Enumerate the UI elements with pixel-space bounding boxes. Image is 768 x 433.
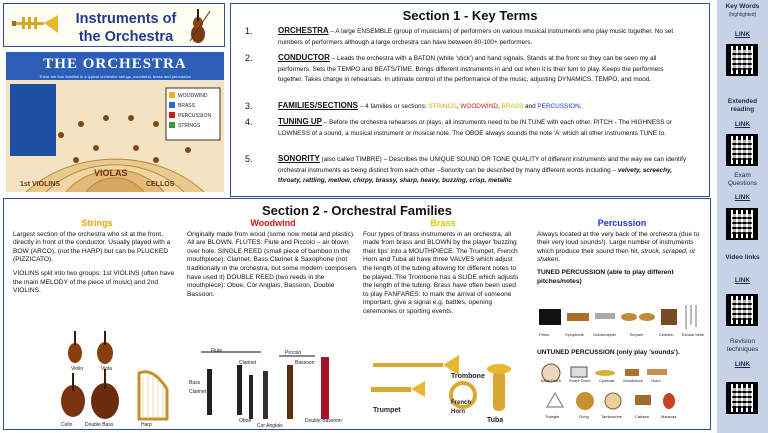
strings-instruments-illustration (53, 329, 183, 427)
poster-label-1st-violins: 1st VIOLINS (20, 181, 61, 188)
video-links-label: Video links (725, 254, 760, 261)
strings-violins-note: VIOLINS split into two groups: 1st VIOLINS (often have the main MELODY of the piece of music) and 2nd VIOLINS. (13, 269, 175, 295)
brass-column (363, 219, 523, 427)
revision-techniques-label: Revision techniques (726, 338, 759, 353)
revision-techniques-link[interactable]: LINK (734, 361, 751, 368)
page-title (66, 10, 186, 46)
percussion-column (537, 219, 707, 427)
orchestra-poster (6, 52, 224, 192)
label-bass-drum: Bass Drum (541, 378, 561, 383)
percussion-title: Percussion (597, 218, 647, 228)
title-box (3, 3, 225, 47)
label-piano: Piano (539, 332, 550, 337)
family-strings: STRINGS (428, 103, 457, 110)
term-number: 1. (245, 26, 253, 36)
untuned-percussion-illustration (537, 363, 707, 423)
qr-code-video-links[interactable] (726, 294, 758, 326)
label-bass-clarinet: Bass Clarinet (189, 380, 207, 395)
label-tuba: Tuba (487, 417, 504, 424)
label-xylophone: Xylophone (565, 332, 584, 337)
label-woodblock: Woodblock (623, 378, 643, 383)
percussion-description: Always located at the very back of the orchestra (due to their very loud sounds!). Large number of instruments which produce their sound then hit, struck, scraped, or shaken. (537, 230, 700, 264)
strings-description: Largest section of the orchestra who sit at the front, directly in front of the conductor. Usually played with a BOW (ARCO), (not the HARP) but can be PLUCKED (PIZZICATO). (13, 230, 171, 264)
section-1-key-terms: Section 1 - Key Terms 1. ORCHESTRA – A large ENSEMBLE (group of musicians) of performers on various musical instruments who play music together. No set numbers of performers although a large orchestra can have between 80-100+ performers. 2. CONDUCTOR – Leads the orchestra with a BATON (white 'stick') and hand signals. Stands at the front so they can be seen my all performers. Sets the TEMPO and BEATS/TIME. Brings different instruments in and out when it is their turn to play. Keeps the performers together. Takes charge in rehearsals. In ultimate control of the performance of the music, adjusting DYNAMICS, TEMPO, and mood. 3. FAMILIES/SECTIONS – 4 families or sections: STRINGS, WOODWIND, BRASS and PERCUSSION. 4. TUNING UP – Before the orchestra rehearses or plays, all instruments need to be IN TUNE with each other. PITCH - The HIGHNESS or LOWNESS of a sound, a musical instrument or musical note. The OBOE always sounds the note 'A' which all other instruments TUNE to. 5. SONORITY (also called TIMBRE) – Describes the UNIQUE SOUND OR TONE QUALITY of different instruments and the way we can identify orchestral instruments as being distinct from each other –Sonority can be described by many different words including – velvety, screechy, throaty, rattling, mellow, chirpy, brassy, sharp, heavy, buzzing, crisp, metallic (230, 3, 710, 197)
poster-title: THE ORCHESTRA (43, 56, 187, 72)
title-line-1: Instruments of (75, 11, 177, 27)
trumpet-icon (12, 12, 62, 36)
family-woodwind: WOODWIND (460, 103, 498, 110)
family-brass: BRASS (501, 103, 524, 110)
violin-icon (188, 7, 212, 45)
label-oboe: Oboe (239, 418, 252, 424)
label-maracas: Maracas (661, 414, 677, 419)
poster-label-cellos: CELLOS (146, 181, 175, 188)
video-links-link[interactable]: LINK (734, 277, 751, 284)
term-name: ORCHESTRA (278, 26, 329, 35)
term-definition: – Leads the orchestra with a BATON (white 'stick') and hand signals. Stands at the front so they can be seen my all performers. Sets the TEMPO and BEATS/TIME. Brings different instruments in and out when it is their turn to play. Keeps the performers together. Takes charge in rehearsals. In ultimate control of the performance of the music, adjusting DYNAMICS, TEMPO, and mood. (278, 55, 664, 83)
strings-title: Strings (81, 218, 113, 228)
qr-code-exam-questions[interactable] (726, 208, 758, 240)
label-harp: Harp (141, 422, 152, 428)
poster-legend-brass: BRASS (178, 103, 195, 109)
untuned-percussion-heading: UNTUNED PERCUSSION (only play 'sounds'). (537, 349, 680, 356)
label-french-horn: French Horn (451, 400, 472, 415)
label-glockenspiel: Glockenspiel (593, 332, 616, 337)
label-tambourine: Tambourine (601, 414, 622, 419)
resource-links-column (717, 0, 768, 433)
woodwind-description: Originally made from wood (some now metal and plastic). All are BLOWN. FLUTES: Flute and Piccolo – air blown over hole. SINGLE REED (small piece of bamboo in the mouthpiece): Clarinet, Bass Clarinet & Saxophone (not traditionally in the orchestra, but some modern composers have used it) DOUBLE REED (two reeds in the mouthpiece): Oboe, Cor Anglais, Bassoon, Double Bassoon. (187, 230, 357, 298)
label-piccolo: Piccolo (285, 350, 302, 356)
brass-title: Brass (430, 218, 456, 228)
term-name: CONDUCTOR (278, 53, 330, 62)
section-1-heading: Section 1 - Key Terms (402, 8, 538, 23)
brass-instruments-illustration (363, 351, 523, 427)
exam-questions-label: Exam Questions (727, 172, 758, 187)
label-cor-anglais: Cor Anglais (257, 423, 283, 429)
label-triangle: Triangle (545, 414, 560, 419)
term-number: 2. (245, 53, 253, 63)
term-definition: – Before the orchestra rehearses or plays, all instruments need to be IN TUNE with each other. PITCH - The HIGHNESS or LOWNESS of a sound, a musical instrument or musical note. The OBOE always sounds the note 'A' which all other instruments TUNE to. (278, 119, 672, 137)
section-2-orchestral-families (3, 198, 711, 430)
label-cymbals: Cymbals (599, 378, 615, 383)
term-number: 4. (245, 117, 253, 127)
term-name: FAMILIES/SECTIONS (278, 101, 359, 110)
label-snare-drum: Snare Drum (569, 378, 591, 383)
qr-code-key-words[interactable] (726, 44, 758, 76)
title-line-2: the Orchestra (78, 29, 174, 45)
term-definition: – A large ENSEMBLE (group of musicians) of performers on various musical instruments who play music together. No set numbers of performers although a large orchestra can have between 80-100+ performers. (278, 28, 674, 46)
label-viola: Viola (101, 366, 113, 372)
extended-reading-link[interactable]: LINK (734, 121, 751, 128)
poster-subcaption: There are four families in a typical orchestra: strings, woodwind, brass and percussion (38, 74, 192, 79)
label-guiro: Guiro (651, 378, 661, 383)
label-trumpet: Trumpet (373, 407, 401, 414)
exam-questions-link[interactable]: LINK (734, 194, 751, 201)
extended-reading-label: Extended reading (727, 98, 758, 113)
sonority-words: velvety, screechy, throaty, rattling, mellow, chirpy, brassy, sharp, heavy, buzzing, crisp, metallic (278, 166, 673, 184)
term-definition: (also called TIMBRE) – Describes the UNIQUE SOUND OR TONE QUALITY of different instruments and the way we can identify orchestral instruments as being distinct from each other –Sonority can be described by many different words including – (278, 156, 687, 174)
key-words-label: Key Words (highlighted) (725, 3, 760, 18)
woodwind-title: Woodwind (250, 218, 296, 228)
label-bassoon: Bassoon (295, 360, 315, 366)
label-trombone: Trombone (451, 373, 485, 380)
term-number: 5. (245, 154, 253, 164)
orchestra-seating-illustration (6, 80, 224, 192)
term-name: SONORITY (278, 154, 320, 163)
key-words-link[interactable]: LINK (734, 31, 751, 38)
poster-legend-woodwind: WOODWIND (178, 93, 208, 99)
label-gong: Gong (579, 414, 589, 419)
woodwind-column (187, 219, 359, 427)
brass-description: Four types of brass instruments in an orchestra, all made from brass and BLOWN by the player 'buzzing their lips' into a MOUTHPIECE. The Trumpet, French Horn and Tuba all have three VALVES which adjust the length of the tubing allowing for different notes to be played. The Trombone has a SLIDE which adjusts the length of the tubing. Brass have often been used to play FANFARES: to mark the arrival of someone important, give a signal e.g. battles, opening ceremonies or sporting events. (363, 230, 519, 315)
label-cabasa: Cabasa (635, 414, 649, 419)
family-percussion: PERCUSSION (537, 103, 580, 110)
label-cello: Cello (61, 422, 73, 428)
label-clarinet: Clarinet (239, 360, 257, 366)
label-celesta: Celesta (659, 332, 673, 337)
term-definition: – 4 families or sections: (358, 103, 429, 110)
label-double-bassoon: Double Bassoon (305, 418, 342, 424)
qr-code-extended-reading[interactable] (726, 134, 758, 166)
poster-label-violas: VIOLAS (94, 168, 128, 178)
term-number: 3. (245, 101, 253, 111)
qr-code-revision-techniques[interactable] (726, 382, 758, 414)
label-violin: Violin (71, 366, 84, 372)
label-flute: Flute (211, 348, 223, 354)
label-tubular-bells: Tubular bells (681, 332, 704, 337)
strings-column (13, 219, 181, 427)
term-name: TUNING UP (278, 117, 322, 126)
label-timpani: Timpani (629, 332, 644, 337)
poster-legend-percussion: PERCUSSION (178, 113, 212, 119)
section-2-heading: Section 2 - Orchestral Families (261, 203, 453, 218)
poster-legend-strings: STRINGS (178, 123, 201, 129)
label-double-bass: Double Bass (85, 422, 114, 428)
tuned-percussion-heading: TUNED PERCUSSION (able to play different pitches/notes) (537, 268, 674, 285)
